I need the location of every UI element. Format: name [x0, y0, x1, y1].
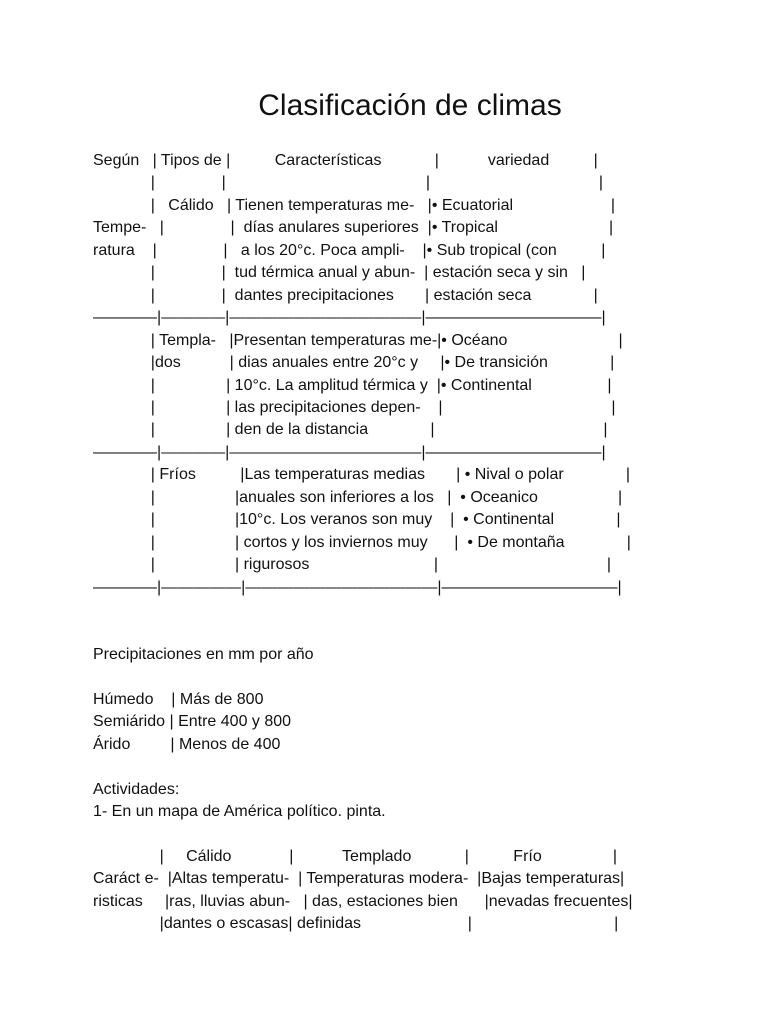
text-line: | | rigurosos | |	[93, 556, 612, 574]
text-line: Precipitaciones en mm por año	[93, 645, 314, 663]
text-line: | Cálido | Templado | Frío |	[93, 847, 618, 865]
text-line: | |anuales son inferiores a los | • Oceanico |	[93, 488, 623, 506]
text-line: | | den de la distancia | |	[93, 421, 608, 439]
text-line: ratura | | a los 20°c. Poca ampli- |• Sub tropical (con |	[93, 241, 606, 259]
text-line: Tempe- | | días anulares superiores |• Tropical |	[93, 219, 614, 237]
text-line: |dos | dias anuales entre 20°c y |• De transición |	[93, 354, 615, 372]
text-line: Caráct e- |Altas temperatu- | Temperaturas modera- |Bajas temperaturas|	[93, 870, 625, 888]
text-line: ————|————|————————————|———————————|	[93, 309, 606, 327]
text-line: | |10°c. Los veranos son muy | • Continental |	[93, 511, 621, 529]
page-title: Clasificación de climas	[258, 89, 562, 122]
text-line: | | 10°c. La amplitud térmica y |• Continental |	[93, 376, 612, 394]
text-line: | Fríos |Las temperaturas medias | • Nival o polar |	[93, 466, 631, 484]
text-line: Actividades:	[93, 780, 180, 798]
text-line: Árido | Menos de 400	[93, 735, 281, 753]
text-line: Húmedo | Más de 800	[93, 690, 264, 708]
text-line: risticas |ras, lluvias abun- | das, estaciones bien |nevadas frecuentes|	[93, 892, 633, 910]
text-line: |dantes o escasas| definidas | |	[93, 915, 619, 933]
text-line: | | cortos y los inviernos muy | • De montaña |	[93, 533, 631, 551]
text-line: ————|—————|————————————|———————————|	[93, 578, 622, 596]
text-line: | | las precipitaciones depen- | |	[93, 398, 616, 416]
text-line: | | | |	[93, 174, 604, 192]
text-line: 1- En un mapa de América político. pinta.	[93, 803, 386, 821]
text-line: | Cálido | Tienen temperaturas me- |• Ecuatorial |	[93, 196, 615, 214]
text-line: Semiárido | Entre 400 y 800	[93, 713, 292, 731]
text-line: | | tud térmica anual y abun- | estación seca y sin |	[93, 264, 586, 282]
text-line: ————|————|————————————|———————————|	[93, 443, 606, 461]
text-line: | Templa- |Presentan temperaturas me-|• Océano |	[93, 331, 623, 349]
text-line: | | dantes precipitaciones | estación seca |	[93, 286, 598, 304]
text-line: Según | Tipos de | Características | variedad |	[93, 152, 598, 169]
